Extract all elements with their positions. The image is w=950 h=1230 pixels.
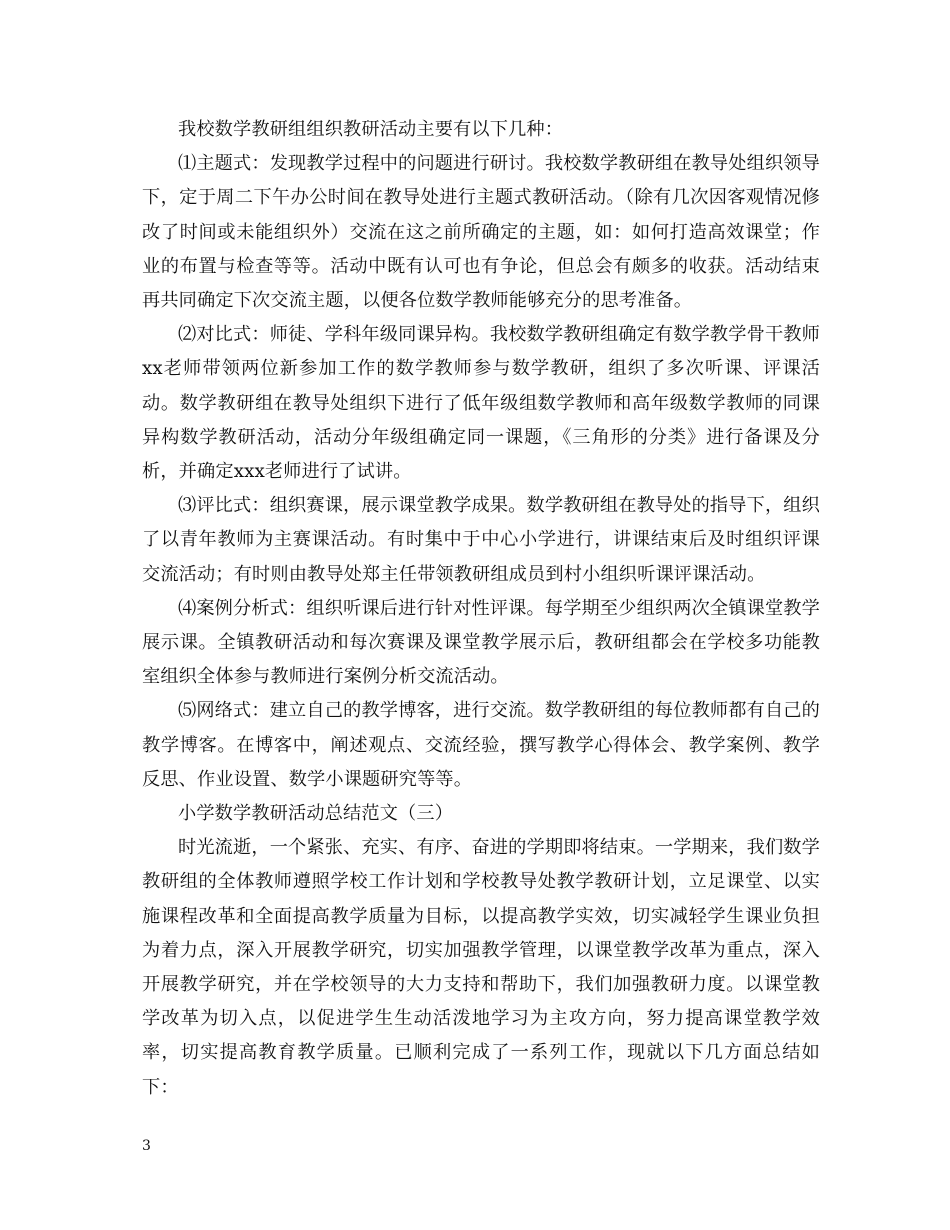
document-body (142, 113, 820, 1105)
paragraph-comparison-style: ⑵对比式：师徒、学科年级同课异构。我校数学教研组确定有数学教学骨干教师xx老师带领两位新参加工作的数学教师参与数学教研，组织了多次听课、评课活动。数学教研组在教导处组织下进行了低年级组数学教师和高年级数学教师的同课异构数学教研活动，活动分年级组确定同一课题，《三角形的分类》进行备课及分析，并确定xxx老师进行了试讲。 (142, 324, 820, 483)
paragraph-intro: 我校数学教研组组织教研活动主要有以下几种： (178, 119, 564, 140)
paragraph-case-analysis-style: ⑷案例分析式：组织听课后进行针对性评课。每学期至少组织两次全镇课堂教学展示课。全镇教研活动和每次赛课及课堂教学展示后，教研组都会在学校多功能教室组织全体参与教师进行案例分析交流活动。 (142, 597, 820, 688)
paragraph-summary: 时光流逝，一个紧张、充实、有序、奋进的学期即将结束。一学期来，我们数学教研组的全体教师遵照学校工作计划和学校教导处教学教研计划，立足课堂、以实施课程改革和全面提高教学质量为目标，以提高教学实效，切实减轻学生课业负担为着力点，深入开展教学研究，切实加强教学管理，以课堂教学改革为重点，深入开展教学研究，并在学校领导的大力支持和帮助下，我们加强教研力度。以课堂教学改革为切入点，以促进学生生动活泼地学习为主攻方向，努力提高课堂教学效率，切实提高教育教学质量。已顺利完成了一系列工作，现就以下几方面总结如下： (142, 837, 820, 1098)
paragraph-competition-style: ⑶评比式：组织赛课，展示课堂教学成果。数学教研组在教导处的指导下，组织了以青年教师为主赛课活动。有时集中于中心小学进行，讲课结束后及时组织评课交流活动；有时则由教导处郑主任带领教研组成员到村小组织听课评课活动。 (142, 495, 820, 585)
paragraph-theme-style: ⑴主题式：发现教学过程中的问题进行研讨。我校数学教研组在教导处组织领导下，定于周二下午办公时间在教导处进行主题式教研活动。（除有几次因客观情况修改了时间或未能组织外）交流在这之前所确定的主题，如：如何打造高效课堂；作业的布置与检查等等。活动中既有认可也有争论，但总会有颇多的收获。活动结束再共同确定下次交流主题，以便各位数学教师能够充分的思考准备。 (142, 153, 820, 312)
paragraph-network-style: ⑸网络式：建立自己的教学博客，进行交流。数学教研组的每位教师都有自己的教学博客。在博客中，阐述观点、交流经验，撰写教学心得体会、教学案例、教学反思、作业设置、数学小课题研究等等。 (142, 700, 820, 790)
page-number: 3 (142, 1138, 151, 1154)
section-heading: 小学数学教研活动总结范文（三） (178, 803, 454, 825)
